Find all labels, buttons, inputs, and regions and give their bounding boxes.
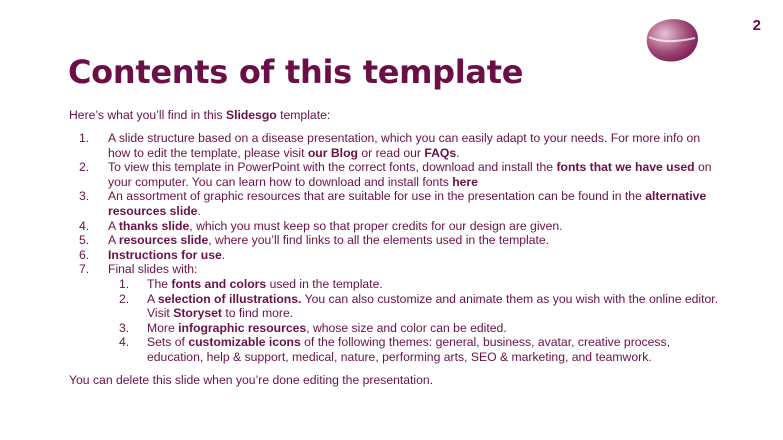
list-bold: Instructions for use — [108, 247, 222, 262]
list-text: A — [108, 218, 119, 233]
list-text: , whose size and color can be edited. — [306, 320, 507, 335]
list-number: 3. — [79, 189, 90, 204]
list-text: . — [221, 247, 226, 262]
list-text: Final slides with: — [108, 262, 198, 277]
page-title: Contents of this template — [68, 53, 524, 91]
list-text: used in the template. — [266, 276, 383, 291]
list-item — [79, 189, 719, 218]
list-item — [79, 160, 719, 189]
footer-note: You can delete this slide when you’re done editing the presentation. — [69, 373, 434, 387]
list-text: A — [147, 291, 158, 306]
blog-link[interactable]: our Blog — [307, 145, 358, 160]
list-text: A slide structure based on a disease presentation, which you can easily adapt to your needs. For more info on how to edit the template, please visit — [108, 131, 701, 160]
list-number: 1. — [79, 131, 90, 145]
intro-post: template: — [276, 108, 331, 122]
list-text: or read our — [357, 145, 425, 160]
list-bold: infographic resources — [178, 320, 307, 335]
list-number: 4. — [79, 218, 90, 233]
list-item — [79, 233, 719, 248]
list-number: 4. — [119, 335, 130, 350]
list-text: . — [197, 203, 201, 218]
list-item — [79, 219, 719, 234]
list-text: More — [147, 320, 179, 335]
list-bold: fonts and colors — [171, 276, 267, 291]
list-text: You can also customize and animate them as you wish with the online editor. Visit — [147, 291, 719, 321]
list-text: to find more. — [221, 306, 294, 321]
list-text: The — [147, 276, 172, 291]
contents-list — [79, 131, 719, 365]
list-text: A — [108, 233, 119, 248]
list-number: 5. — [79, 233, 90, 248]
list-bold: selection of illustrations. — [157, 291, 302, 306]
here-link[interactable]: here — [452, 174, 478, 189]
faqs-link[interactable]: FAQs — [424, 145, 457, 160]
sub-list-item — [119, 292, 719, 321]
list-text: . — [456, 145, 460, 160]
list-item — [79, 248, 719, 263]
list-number: 2. — [79, 160, 90, 175]
list-item — [79, 262, 719, 277]
list-number: 7. — [79, 262, 90, 277]
list-bold: resources slide — [118, 233, 209, 248]
fonts-link[interactable]: fonts that we have used — [556, 160, 695, 175]
list-text: , where you’ll find links to all the elements used in the template. — [208, 233, 550, 248]
list-text: Sets of — [147, 335, 189, 350]
list-text: , which you must keep so that proper credits for our design are given. — [189, 218, 563, 233]
list-bold: thanks slide — [118, 218, 190, 233]
list-text: An assortment of graphic resources that are suitable for use in the presentation can be found in the — [108, 189, 646, 204]
list-text: of the following themes: general, business, avatar, creative process, education, help & support, medical, nature, performing arts, SEO & marketing, and teamwork. — [147, 335, 670, 364]
sub-list-item — [119, 277, 719, 292]
list-text: To view this template in PowerPoint with the correct fonts, download and install the — [108, 160, 557, 175]
intro-text — [69, 108, 330, 123]
intro-pre: Here’s what you’ll find in this — [69, 108, 226, 122]
list-text: on your computer. You can learn how to download and install fonts — [108, 160, 712, 189]
list-bold: alternative resources slide — [108, 189, 707, 218]
list-number: 3. — [119, 320, 130, 335]
list-number: 6. — [79, 247, 90, 262]
page-number: 2 — [752, 17, 761, 34]
list-number: 2. — [119, 291, 130, 306]
sub-list — [79, 277, 719, 365]
sub-list-item — [119, 335, 719, 364]
intro-brand: Slidesgo — [225, 108, 277, 122]
list-bold: customizable icons — [188, 335, 301, 350]
decorative-blob-illustration — [643, 17, 701, 63]
sub-list-item — [119, 321, 719, 336]
storyset-link[interactable]: Storyset — [173, 306, 222, 321]
list-number: 1. — [119, 276, 130, 291]
list-item — [79, 131, 719, 160]
